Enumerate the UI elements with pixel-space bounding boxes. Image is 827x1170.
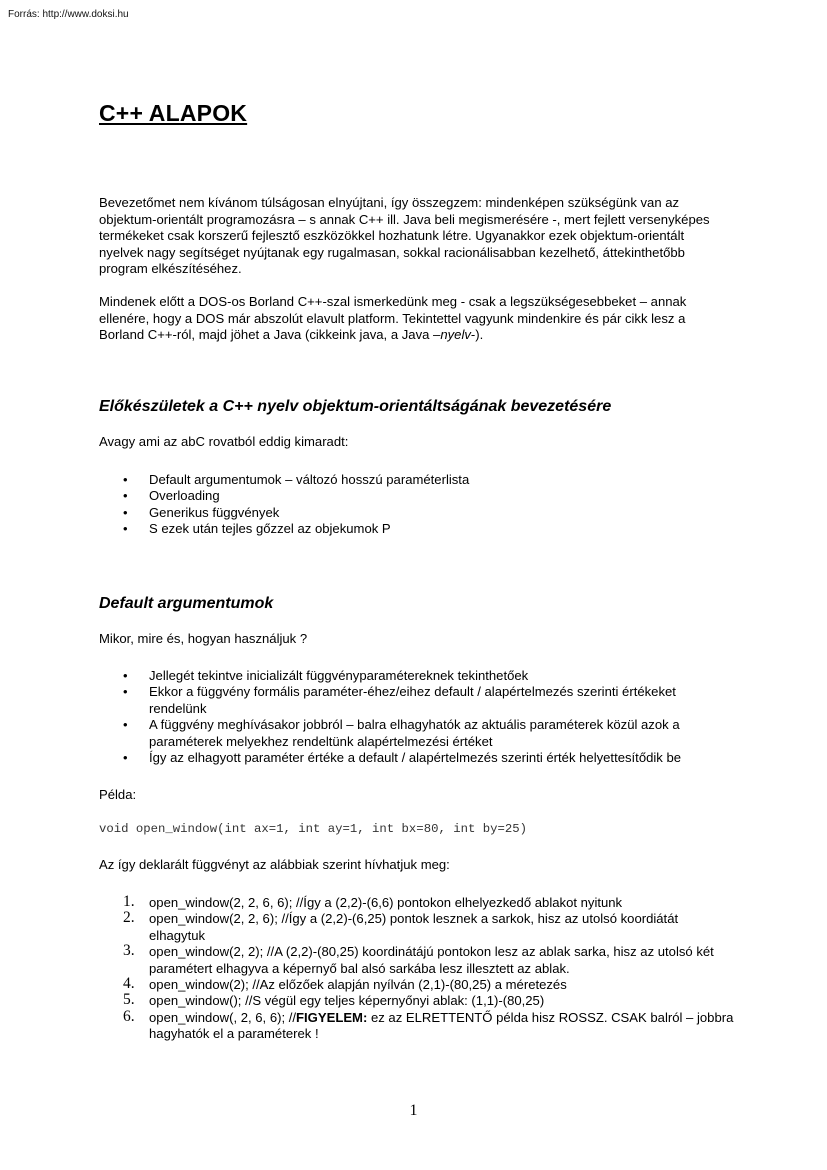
section2-lead: Mikor, mire és, hogyan használjuk ? <box>99 631 308 646</box>
document-title: C++ ALAPOK <box>99 100 248 126</box>
section-heading-preparations: Előkészületek a C++ nyelv objektum-orientáltságának bevezetésére <box>99 398 612 415</box>
list-item-text: open_window(2, 2, 6, 6); //Így a (2,2)-(6,6) pontokon elhelyezkedő ablakot nyitunk <box>149 895 623 910</box>
list-item: • Ekkor a függvény formális paraméter-éhez/eihez default / alapértelmezés szerinti értékeket rendelünk <box>99 684 734 717</box>
list-item-text: open_window(2); //Az előzőek alapján nyílván (2,1)-(80,25) a méretezés <box>149 977 567 993</box>
intro-paragraph-1: Bevezetőmet nem kívánom túlságosan elnyújtani, így összegzem: mindenképen szükségünk van az objektum-orientált programozásra – s annak C++ ill. Java beli megismerésére -, mert fejlett versenyképes termékeket csak korszerű fejlesztő eszközökkel hozhatunk létre. Ugyanakkor ezek objektum-orientált nyelvek nagy segítséget nyújtanak egy rugalmasan, sokkal racionálisabban kezelhető, áttekinthetőbb program elkészítéséhez. <box>99 195 710 276</box>
list-number: 3. <box>123 942 135 960</box>
list-item <box>99 993 734 1009</box>
calls-numbered-list <box>99 895 734 1043</box>
list-item: • Így az elhagyott paraméter értéke a default / alapértelmezés szerinti érték helyettesítődik be <box>99 750 734 766</box>
calls-lead: Az így deklarált függvényt az alábbiak szerint hívhatjuk meg: <box>99 857 450 872</box>
source-note: Forrás: http://www.doksi.hu <box>8 9 129 20</box>
list-item-text: open_window(); //S végül egy teljes képernyőnyi ablak: (1,1)-(80,25) <box>149 993 545 1009</box>
code-sample: void open_window(int ax=1, int ay=1, int bx=80, int by=25) <box>99 822 528 836</box>
list-item: • S ezek után tejles gőzzel az objekumok P <box>99 521 734 537</box>
section1-lead: Avagy ami az abC rovatból eddig kimaradt: <box>99 434 349 449</box>
list-item: • Generikus függvények <box>99 505 734 521</box>
list-number: 5. <box>123 991 135 1009</box>
list-item: • Jellegét tekintve inicializált függvényparamétereknek tekinthetőek <box>99 668 734 684</box>
list-item-text: open_window(, 2, 6, 6); // <box>149 1009 297 1025</box>
warning-label: FIGYELEM: <box>296 1009 368 1025</box>
list-item <box>99 944 734 977</box>
list-item: • Overloading <box>99 488 734 504</box>
section1-bullet-list <box>99 472 734 538</box>
example-label: Példa: <box>99 787 137 802</box>
section-heading-default-arguments: Default argumentumok <box>99 595 274 612</box>
list-item <box>99 911 734 944</box>
list-item <box>99 1007 734 1043</box>
section2-bullet-list <box>99 668 734 766</box>
page-number: 1 <box>409 1102 418 1119</box>
intro-2-emphasis: nyelv <box>440 327 471 342</box>
list-item <box>99 977 734 993</box>
list-item-text: open_window(2, 2, 6); //Így a (2,2)-(6,25) pontok lesznek a sarkok, hisz az utolsó koordiátát elhagytuk <box>149 911 679 943</box>
intro-2-end: -). <box>470 327 484 342</box>
list-number: 6. <box>123 1007 135 1025</box>
list-number: 1. <box>123 893 135 910</box>
list-item <box>99 895 734 911</box>
list-number: 4. <box>123 975 135 993</box>
list-number: 2. <box>123 909 135 927</box>
list-item: • Default argumentumok – változó hosszú paraméterlista <box>99 472 734 488</box>
intro-paragraph-2 <box>99 294 731 344</box>
list-item-text-after: ez az ELRETTENTŐ példa hisz ROSSZ. CSAK balról – jobbra hagyhatók el a paraméterek ! <box>149 1009 734 1042</box>
list-item-text: open_window(2, 2); //A (2,2)-(80,25) koordinátájú pontokon lesz az ablak sarka, hisz az utolsó két paramétert elhagyva a képernyő bal alsó sarkába lesz illesztett az ablak. <box>149 944 714 976</box>
intro-2-text: Mindenek előtt a DOS-os Borland C++-szal ismerkedünk meg - csak a legszükségesebbeket – annak ellenére, hogy a DOS már abszolút elavult platform. Tekintettel vagyunk mindenkire és pár cikk lesz a Borland C++-ról, majd jöhet a Java (cikkeink java, a Java – <box>99 294 687 342</box>
list-item: • A függvény meghívásakor jobbról – balra elhagyhatók az aktuális paraméterek közül azok a paraméterek melyekhez rendeltünk alapértelmezési értéket <box>99 717 734 750</box>
